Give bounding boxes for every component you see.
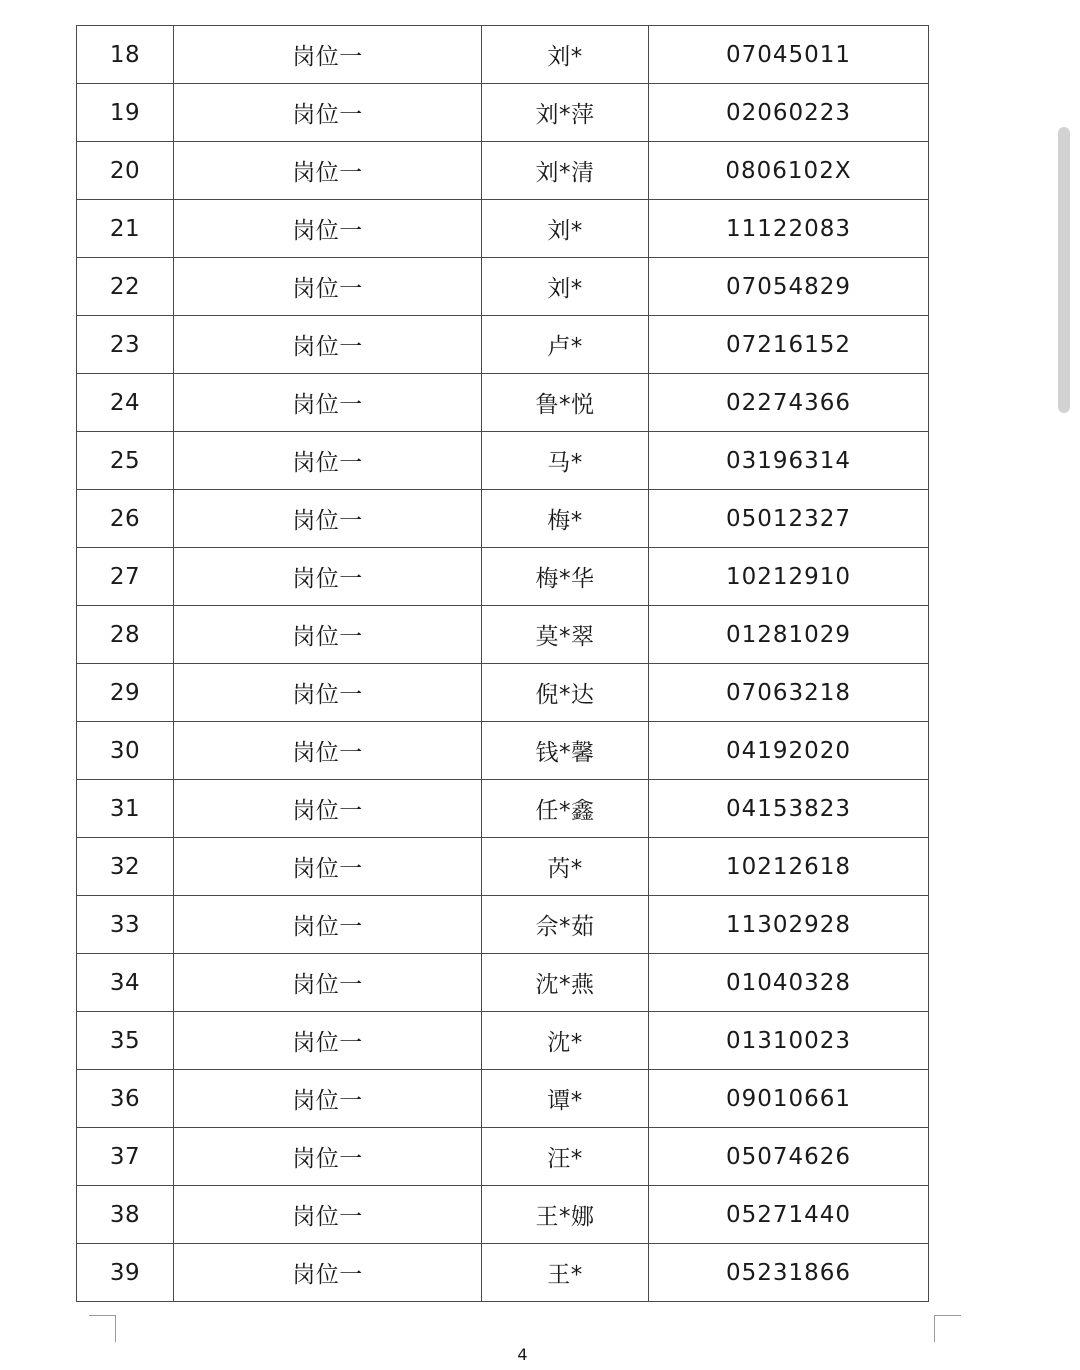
cell-post: 岗位一 (174, 1012, 482, 1070)
cell-name: 谭* (482, 1070, 649, 1128)
cell-name: 鲁*悦 (482, 374, 649, 432)
table-row (77, 1244, 929, 1302)
cell-post: 岗位一 (174, 258, 482, 316)
cell-id-number: 04153823 (649, 780, 929, 838)
cell-id-number: 05271440 (649, 1186, 929, 1244)
table-row (77, 1012, 929, 1070)
cell-number: 32 (77, 838, 174, 896)
table-row (77, 1070, 929, 1128)
cell-name: 沈*燕 (482, 954, 649, 1012)
cell-name: 刘* (482, 26, 649, 84)
table-row (77, 1128, 929, 1186)
cell-name: 汪* (482, 1128, 649, 1186)
cell-post: 岗位一 (174, 200, 482, 258)
cell-id-number: 07216152 (649, 316, 929, 374)
table-row (77, 954, 929, 1012)
cell-id-number: 10212618 (649, 838, 929, 896)
cell-post: 岗位一 (174, 780, 482, 838)
cell-post: 岗位一 (174, 664, 482, 722)
table-row (77, 490, 929, 548)
cell-number: 21 (77, 200, 174, 258)
candidate-table (76, 25, 929, 1302)
cell-name: 梅*华 (482, 548, 649, 606)
cell-number: 19 (77, 84, 174, 142)
cell-post: 岗位一 (174, 374, 482, 432)
cell-number: 37 (77, 1128, 174, 1186)
cell-id-number: 02060223 (649, 84, 929, 142)
page-corner-mark-right (934, 1315, 961, 1342)
cell-post: 岗位一 (174, 896, 482, 954)
page-corner-mark-left (89, 1315, 116, 1342)
cell-post: 岗位一 (174, 490, 482, 548)
cell-id-number: 04192020 (649, 722, 929, 780)
cell-post: 岗位一 (174, 1070, 482, 1128)
cell-id-number: 05074626 (649, 1128, 929, 1186)
cell-name: 卢* (482, 316, 649, 374)
cell-id-number: 02274366 (649, 374, 929, 432)
cell-id-number: 01281029 (649, 606, 929, 664)
cell-number: 39 (77, 1244, 174, 1302)
cell-name: 王*娜 (482, 1186, 649, 1244)
cell-post: 岗位一 (174, 432, 482, 490)
cell-id-number: 05012327 (649, 490, 929, 548)
cell-number: 36 (77, 1070, 174, 1128)
cell-id-number: 09010661 (649, 1070, 929, 1128)
cell-id-number: 01310023 (649, 1012, 929, 1070)
cell-post: 岗位一 (174, 142, 482, 200)
candidate-table-body (77, 26, 929, 1302)
cell-post: 岗位一 (174, 1128, 482, 1186)
cell-number: 31 (77, 780, 174, 838)
cell-name: 梅* (482, 490, 649, 548)
cell-name: 莫*翠 (482, 606, 649, 664)
table-row (77, 316, 929, 374)
cell-name: 刘*清 (482, 142, 649, 200)
cell-name: 刘* (482, 258, 649, 316)
cell-name: 任*鑫 (482, 780, 649, 838)
cell-name: 钱*馨 (482, 722, 649, 780)
table-row (77, 722, 929, 780)
cell-name: 马* (482, 432, 649, 490)
cell-number: 27 (77, 548, 174, 606)
cell-number: 22 (77, 258, 174, 316)
cell-post: 岗位一 (174, 84, 482, 142)
cell-id-number: 07063218 (649, 664, 929, 722)
cell-id-number: 07045011 (649, 26, 929, 84)
table-row (77, 84, 929, 142)
table-row (77, 896, 929, 954)
cell-number: 35 (77, 1012, 174, 1070)
cell-post: 岗位一 (174, 316, 482, 374)
cell-number: 23 (77, 316, 174, 374)
table-row (77, 780, 929, 838)
cell-number: 30 (77, 722, 174, 780)
vertical-scrollbar[interactable] (1058, 127, 1070, 413)
cell-id-number: 03196314 (649, 432, 929, 490)
table-row (77, 200, 929, 258)
cell-number: 18 (77, 26, 174, 84)
cell-post: 岗位一 (174, 26, 482, 84)
cell-name: 芮* (482, 838, 649, 896)
cell-name: 佘*茹 (482, 896, 649, 954)
table-row (77, 1186, 929, 1244)
document-table-container (76, 25, 929, 1302)
cell-number: 33 (77, 896, 174, 954)
cell-number: 25 (77, 432, 174, 490)
cell-id-number: 10212910 (649, 548, 929, 606)
cell-number: 38 (77, 1186, 174, 1244)
cell-post: 岗位一 (174, 954, 482, 1012)
cell-name: 刘*萍 (482, 84, 649, 142)
cell-post: 岗位一 (174, 722, 482, 780)
cell-id-number: 01040328 (649, 954, 929, 1012)
page-number: 4 (517, 1345, 528, 1364)
table-row (77, 838, 929, 896)
table-row (77, 374, 929, 432)
cell-number: 34 (77, 954, 174, 1012)
cell-post: 岗位一 (174, 548, 482, 606)
table-row (77, 258, 929, 316)
cell-post: 岗位一 (174, 1186, 482, 1244)
table-row (77, 548, 929, 606)
table-row (77, 26, 929, 84)
cell-id-number: 05231866 (649, 1244, 929, 1302)
cell-number: 20 (77, 142, 174, 200)
cell-number: 24 (77, 374, 174, 432)
cell-id-number: 0806102X (649, 142, 929, 200)
cell-name: 沈* (482, 1012, 649, 1070)
cell-id-number: 11122083 (649, 200, 929, 258)
cell-id-number: 07054829 (649, 258, 929, 316)
cell-name: 刘* (482, 200, 649, 258)
table-row (77, 432, 929, 490)
cell-name: 倪*达 (482, 664, 649, 722)
cell-id-number: 11302928 (649, 896, 929, 954)
cell-number: 28 (77, 606, 174, 664)
cell-post: 岗位一 (174, 838, 482, 896)
cell-post: 岗位一 (174, 1244, 482, 1302)
table-row (77, 142, 929, 200)
cell-name: 王* (482, 1244, 649, 1302)
table-row (77, 664, 929, 722)
table-row (77, 606, 929, 664)
cell-number: 26 (77, 490, 174, 548)
cell-post: 岗位一 (174, 606, 482, 664)
cell-number: 29 (77, 664, 174, 722)
